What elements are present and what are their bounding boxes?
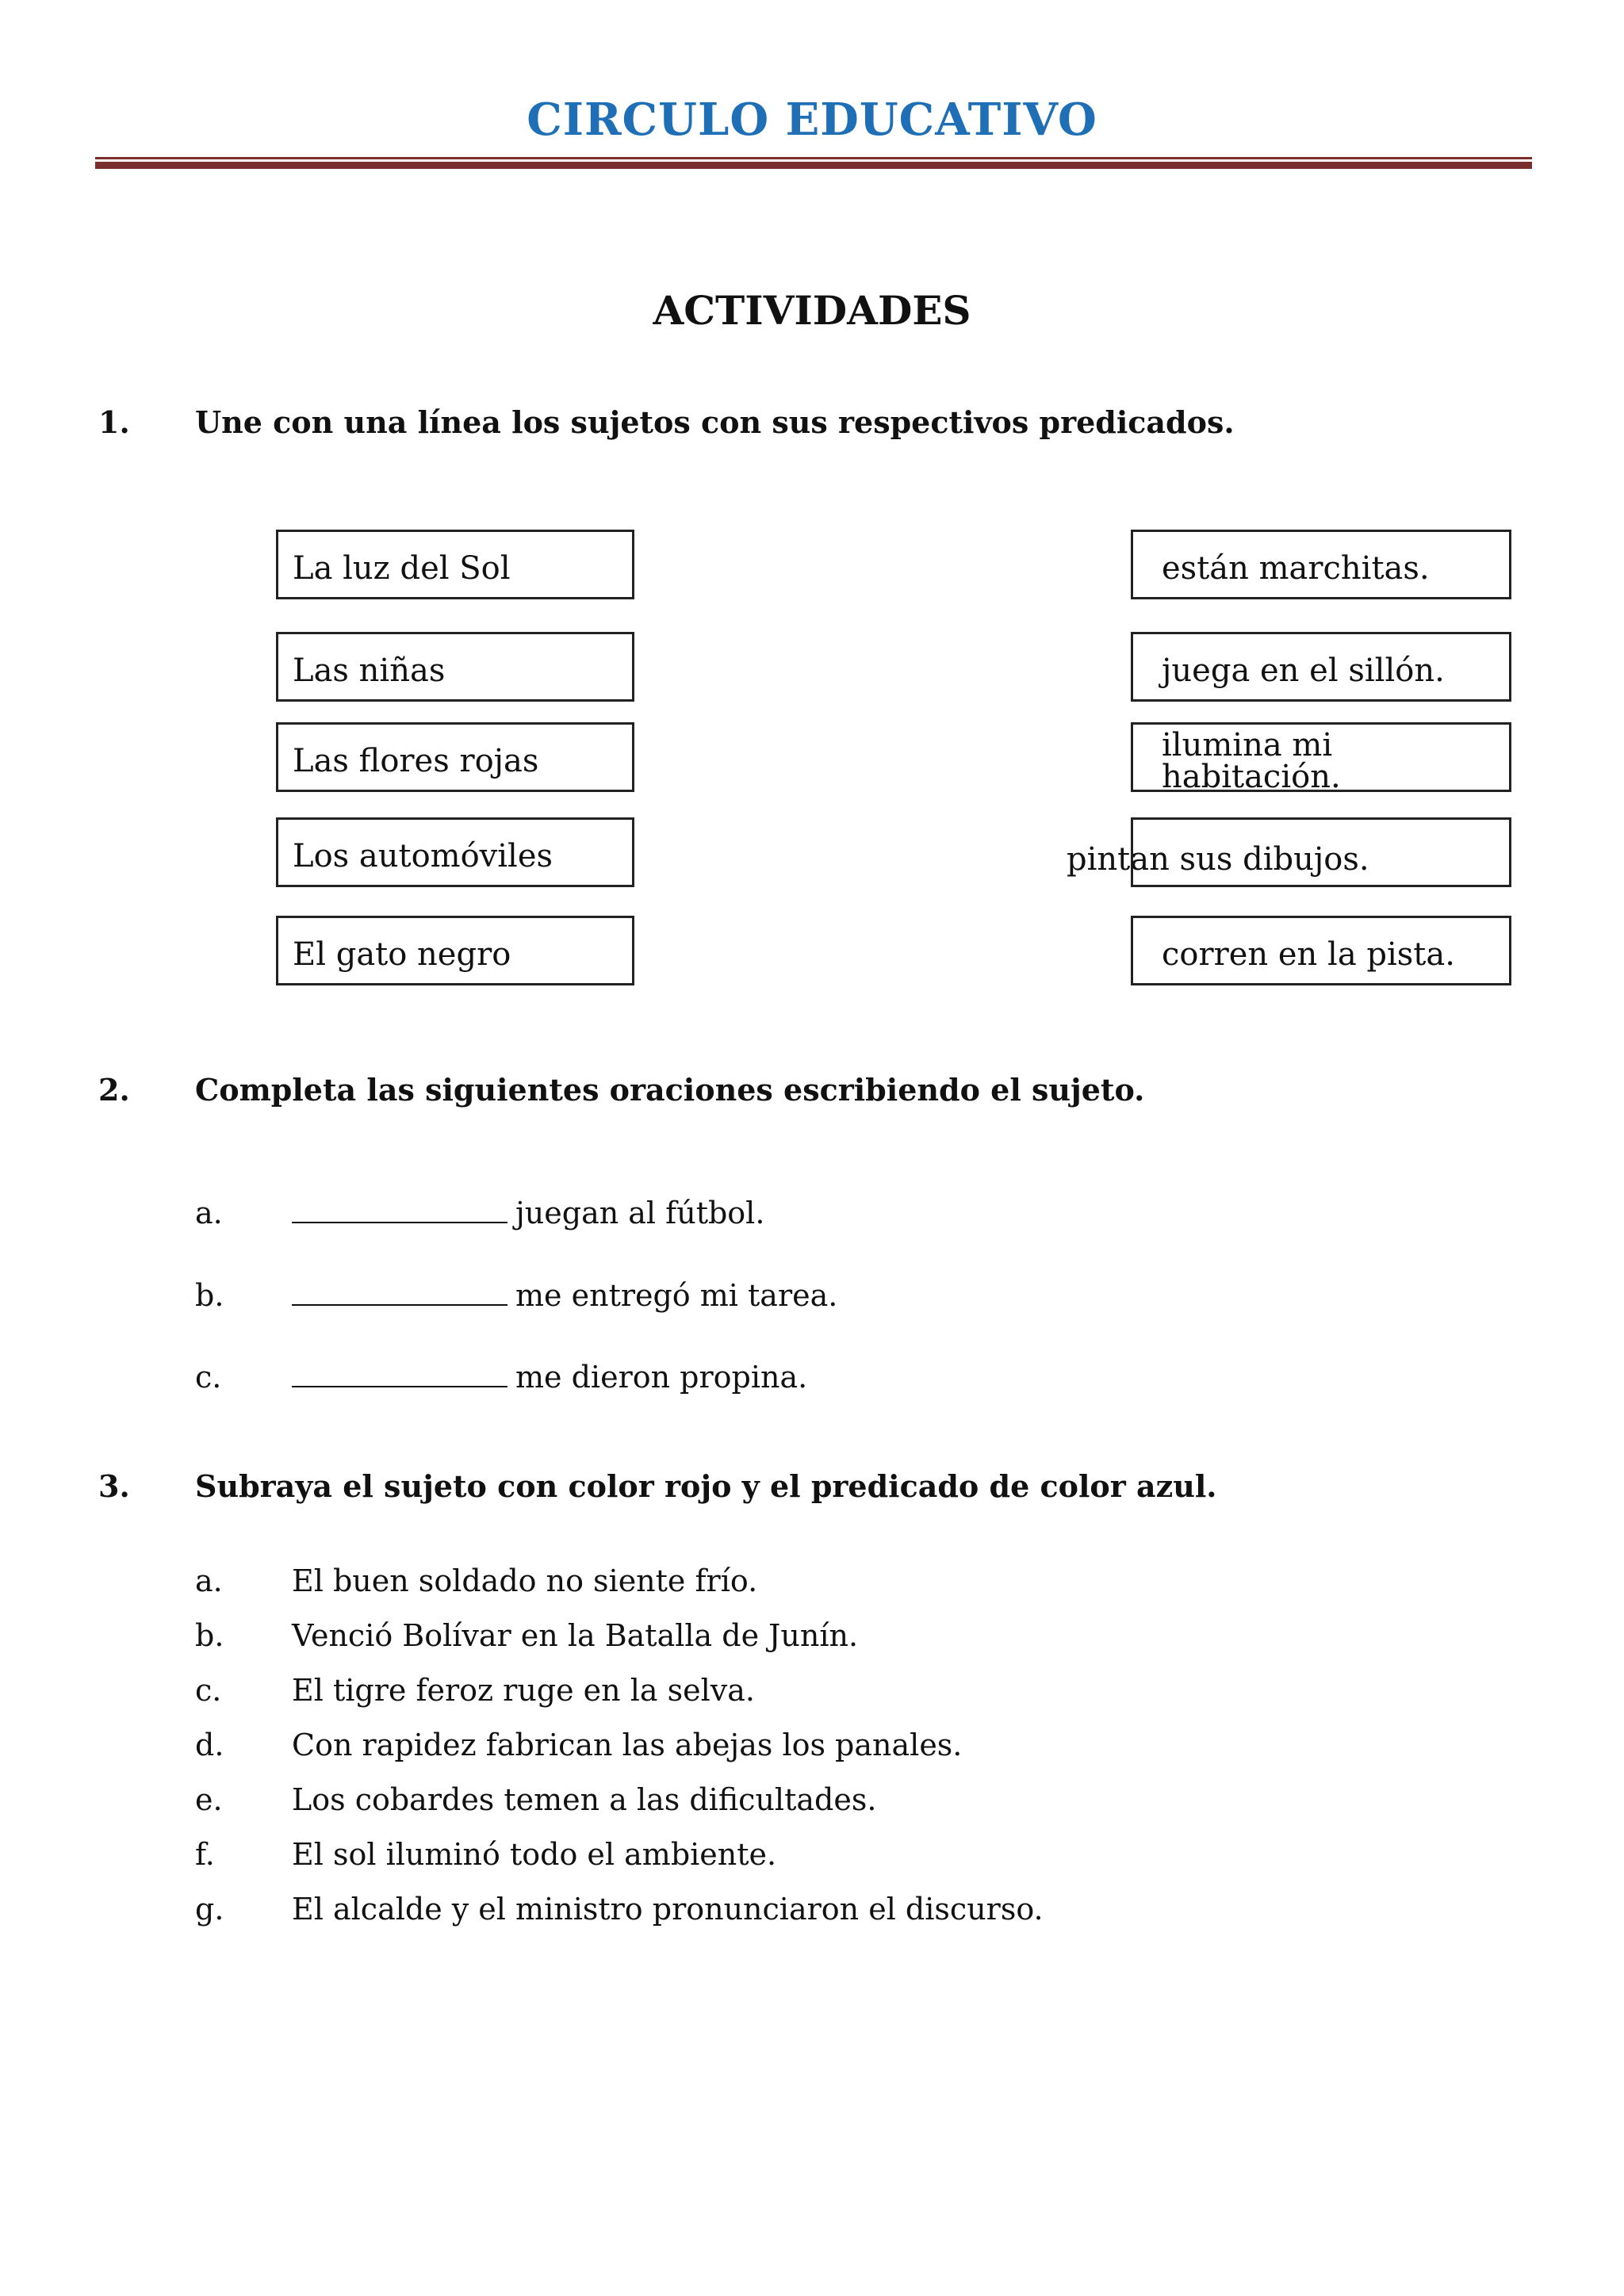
q2-item-letter: a. [195,1196,223,1230]
q2-item [292,1278,837,1313]
section-title: ACTIVIDADES [653,287,971,334]
q2-item-letter: c. [195,1360,222,1395]
predicate-text: están marchitas. [1162,550,1430,587]
q3-item-letter: e. [195,1782,223,1817]
q3-item-letter: a. [195,1563,223,1598]
subject-text: Las flores rojas [293,743,539,779]
predicate-text: corren en la pista. [1162,936,1455,973]
predicate-box [1067,817,1511,887]
subject-text: La luz del Sol [293,550,511,587]
q3-item-letter: d. [195,1728,224,1762]
q1-prompt: Une con una línea los sujetos con sus respectivos predicados. [195,404,1235,440]
subject-text: Las niñas [293,652,446,689]
predicate-box [1131,632,1511,702]
q3-item-text: El alcalde y el ministro pronunciaron el discurso. [292,1892,1044,1927]
q2-item [292,1360,807,1395]
q2-prompt: Completa las siguientes oraciones escribiendo el sujeto. [195,1072,1145,1108]
predicate-box [1131,530,1511,599]
answer-blank[interactable] [292,1196,508,1223]
q2-item-text: me dieron propina. [515,1360,808,1395]
q3-item-text: El tigre feroz ruge en la selva. [292,1673,755,1708]
q2-item-letter: b. [195,1278,224,1313]
q3-item-letter: g. [195,1892,224,1927]
q3-item-text: El sol iluminó todo el ambiente. [292,1837,777,1872]
subject-box [276,530,634,599]
q3-item-text: Venció Bolívar en la Batalla de Junín. [292,1618,859,1653]
subject-text: Los automóviles [293,838,553,874]
predicate-text: pintan sus dibujos. [1067,841,1369,878]
predicate-text: ilumina mi habitación. [1162,727,1341,795]
q3-number: 3. [98,1468,130,1504]
subject-text: El gato negro [293,936,511,973]
q3-item-letter: b. [195,1618,224,1653]
q1-number: 1. [98,404,130,440]
q2-item-text: me entregó mi tarea. [515,1278,838,1313]
predicate-box [1131,916,1511,985]
subject-box [276,916,634,985]
q3-item-letter: c. [195,1673,222,1708]
q3-item-text: Los cobardes temen a las dificultades. [292,1782,877,1817]
q3-item-text: Con rapidez fabrican las abejas los panales. [292,1728,963,1762]
answer-blank[interactable] [292,1279,508,1306]
q2-item-text: juegan al fútbol. [515,1196,765,1230]
answer-blank[interactable] [292,1360,508,1387]
header-rule-thin [95,157,1532,159]
q2-number: 2. [98,1072,130,1108]
header-title: CIRCULO EDUCATIVO [527,94,1097,146]
q3-item-text: El buen soldado no siente frío. [292,1563,758,1598]
subject-box [276,817,634,887]
q3-item-letter: f. [195,1837,215,1872]
subject-box [276,632,634,702]
header-rule-thick [95,162,1532,169]
predicate-box [1131,722,1511,795]
subject-box [276,722,634,792]
q3-prompt: Subraya el sujeto con color rojo y el predicado de color azul. [195,1468,1217,1504]
predicate-text: juega en el sillón. [1162,652,1445,689]
q2-item [292,1196,764,1230]
